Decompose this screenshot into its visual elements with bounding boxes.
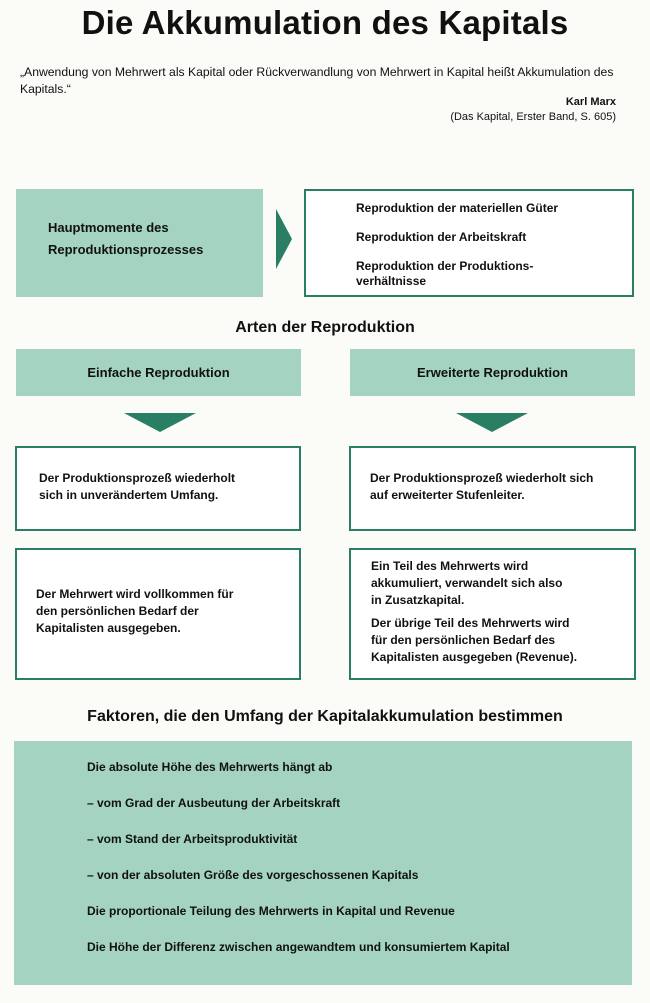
text-line: Kapitalisten ausgegeben. (36, 621, 181, 635)
reproduction-item (356, 259, 632, 289)
text-line: Ein Teil des Mehrwerts wird (371, 559, 529, 573)
text-line: Der Produktionsprozeß wiederholt sich (370, 471, 594, 485)
quote-text: „Anwendung von Mehrwert als Kapital oder Rückverwandlung von Mehrwert in Kapital heißt Akkumulation des Kapitals.“ (20, 65, 614, 96)
page-title: Die Akkumulation des Kapitals (81, 4, 569, 41)
extended-box-2 (349, 548, 636, 680)
simple-box-1 (15, 446, 301, 531)
reproduction-items-box (304, 189, 634, 297)
reproduction-item-line2: verhältnisse (356, 274, 427, 288)
quote-author: Karl Marx (565, 96, 616, 108)
text-line: den persönlichen Bedarf der (36, 604, 199, 618)
faktor-line: – vom Stand der Arbeitsproduktivität (87, 832, 298, 846)
faktor-line: Die Höhe der Differenz zwischen angewandtem und konsumiertem Kapital (87, 940, 510, 954)
reproduction-main-box (16, 189, 263, 297)
text-line: Der Mehrwert wird vollkommen für (36, 587, 234, 601)
right-arrow-icon (276, 209, 292, 269)
text-line: Kapitalisten ausgegeben (Revenue). (371, 650, 578, 664)
text-line: für den persönlichen Bedarf des (371, 633, 556, 647)
text-line: auf erweiterter Stufenleiter. (370, 488, 525, 502)
reproduction-main-label-line2: Reproduktionsprozesses (48, 242, 204, 257)
faktor-line: – vom Grad der Ausbeutung der Arbeitskraft (87, 796, 341, 810)
faktor-line: – von der absoluten Größe des vorgeschossenen Kapitals (87, 868, 419, 882)
text-line: Der übrige Teil des Mehrwerts wird (371, 616, 570, 630)
reproduction-item: Reproduktion der Arbeitskraft (356, 230, 527, 244)
reproduction-main-label-line1: Hauptmomente des (48, 220, 169, 235)
extended-box-2-para1 (371, 558, 634, 609)
faktor-line: Die absolute Höhe des Mehrwerts hängt ab (87, 760, 333, 774)
down-arrow-icon (124, 413, 196, 432)
down-arrow-icon (456, 413, 528, 432)
quote-source: (Das Kapital, Erster Band, S. 605) (450, 111, 616, 123)
extended-box-1 (349, 446, 636, 531)
extended-reproduction-header: Erweiterte Reproduktion (350, 349, 635, 396)
reproduction-item-line1: Reproduktion der Produktions- (356, 259, 534, 273)
faktoren-box (14, 741, 632, 985)
faktoren-heading: Faktoren, die den Umfang der Kapitalakkumulation bestimmen (87, 708, 563, 725)
simple-box-2 (15, 548, 301, 680)
reproduction-item: Reproduktion der materiellen Güter (356, 201, 559, 215)
text-line: sich in unverändertem Umfang. (39, 488, 219, 502)
text-line: akkumuliert, verwandelt sich also (371, 576, 563, 590)
simple-reproduction-header: Einfache Reproduktion (16, 349, 301, 396)
text-line: Der Produktionsprozeß wiederholt (39, 471, 236, 485)
text-line: in Zusatzkapital. (371, 593, 465, 607)
faktor-line: Die proportionale Teilung des Mehrwerts in Kapital und Revenue (87, 904, 455, 918)
extended-box-2-para2 (371, 615, 634, 666)
arten-heading: Arten der Reproduktion (235, 319, 415, 336)
